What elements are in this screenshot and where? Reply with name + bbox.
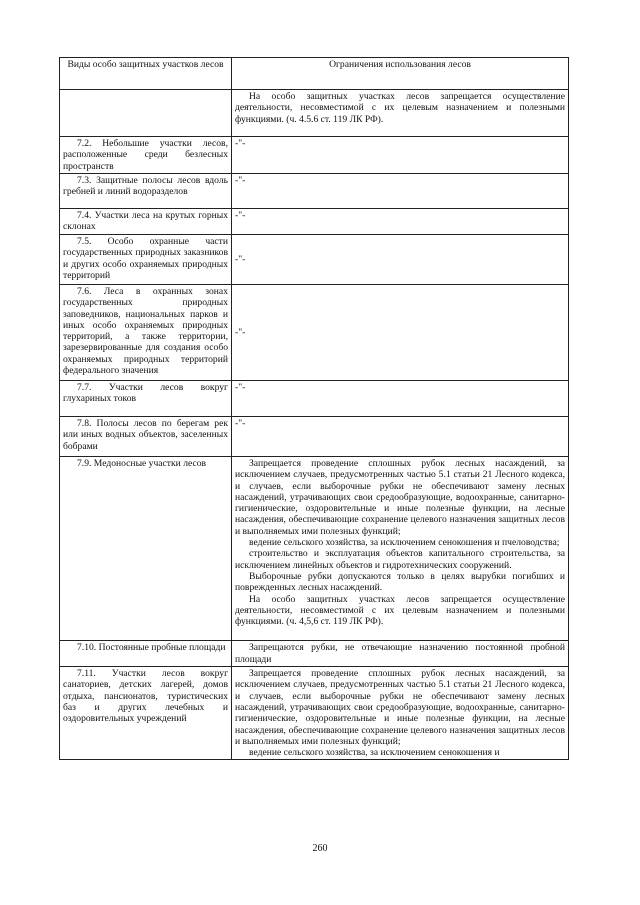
restriction-paragraph: Запрещается проведение сплошных рубок лесных насаждений, за исключением случаев, предусмотренных частью 5.1 статьи 21 Лесного кодекса, и случаев, если выборочные рубки не обеспечивают замену лесных насаждений, утрачивающих свои средообразующие, водоохранные, санитарно-гигиенические, оздоровительные и иные полезные функции, на лесные насаждения, обеспечивающие сохранение целевого назначения защитных лесов и выполняемых ими полезных функций; (235, 668, 565, 747)
page-number: 260 (312, 843, 328, 854)
table-row (60, 235, 569, 285)
row-area-type: 7.8. Полосы лесов по берегам рек или иных водных объектов, заселенных бобрами (60, 417, 232, 457)
row-restrictions (232, 667, 569, 760)
restriction-paragraph: ведение сельского хозяйства, за исключением сенокошения и (249, 747, 500, 759)
row-area-type: 7.11. Участки лесов вокруг санаториев, детских лагерей, домов отдыха, пансионатов, туристических баз и других лечебных и оздоровительных учреждений (60, 667, 232, 760)
row-area-type: 7.10. Постоянные пробные площади (60, 641, 232, 667)
ditto-mark: -"- (232, 174, 569, 209)
restriction-paragraph: На особо защитных участках лесов запрещается осуществление деятельности, несовместимой с их целевым назначением и полезными функциями. (ч. 4.5.6 ст. 119 ЛК РФ). (235, 91, 565, 125)
ditto-mark: -"- (232, 209, 569, 235)
restriction-paragraph: Запрещаются рубки, не отвечающие назначению постоянной пробной площади (235, 642, 565, 665)
ditto-mark: -"- (232, 381, 569, 417)
table-row (60, 137, 569, 174)
table-row (60, 209, 569, 235)
ditto-mark: -"- (232, 137, 569, 174)
table-row (60, 417, 569, 457)
row-area-type: 7.2. Небольшие участки лесов, расположенные среди безлесных пространств (60, 137, 232, 174)
table-header-row (60, 58, 569, 90)
ditto-mark: -"- (232, 235, 569, 285)
restriction-paragraph: Запрещается проведение сплошных рубок лесных насаждений, за исключением случаев, предусмотренных частью 5.1 статьи 21 Лесного кодекса, и случаев, если выборочные рубки не обеспечивают замену лесных насаждений, утрачивающих свои средообразующие, водоохранные, санитарно-гигиенические, оздоровительные и иные полезные функции, на лесные насаждения, обеспечивающие сохранение целевого назначения защитных лесов и выполняемых ими полезных функций; (235, 458, 565, 537)
row-restrictions (232, 90, 569, 137)
restriction-paragraph: строительство и эксплуатация объектов капитального строительства, за исключением линейных объектов и гидротехнических сооружений. (235, 548, 565, 571)
ditto-mark: -"- (232, 417, 569, 457)
table-row (60, 90, 569, 137)
restriction-paragraph: На особо защитных участках лесов запрещается осуществление деятельности, несовместимой с их целевым назначением и полезными функциями. (ч. 4,5,6 ст. 119 ЛК РФ). (235, 593, 565, 628)
table-row (60, 285, 569, 381)
table-row (60, 174, 569, 209)
table-row (60, 641, 569, 667)
restriction-paragraph: Выборочные рубки допускаются только в целях вырубки погибших и поврежденных лесных насаждений. (235, 570, 565, 594)
table-row (60, 381, 569, 417)
table-row (60, 457, 569, 641)
header-protected-area-types: Виды особо защитных участков лесов (60, 58, 232, 90)
restriction-paragraph: ведение сельского хозяйства, за исключением сенокошения и пчеловодства; (249, 537, 560, 549)
ditto-mark: -"- (232, 285, 569, 381)
header-usage-restrictions: Ограничения использования лесов (232, 58, 569, 90)
row-area-type: 7.7. Участки лесов вокруг глухариных токов (60, 381, 232, 417)
table-row (60, 667, 569, 760)
row-restrictions (232, 457, 569, 641)
row-area-type: 7.4. Участки леса на крутых горных склонах (60, 209, 232, 235)
row-area-type (60, 90, 232, 137)
row-area-type: 7.3. Защитные полосы лесов вдоль гребней и линий водоразделов (60, 174, 232, 209)
row-area-type: 7.6. Леса в охранных зонах государственных природных заповедников, национальных парков и иных особо охраняемых природных территорий, а также территории, зарезервированные для создания особо охраняемых природных территорий федерального значения (60, 285, 232, 381)
restrictions-table (59, 57, 569, 760)
row-area-type: 7.5. Особо охранные части государственных природных заказников и других особо охраняемых природных территорий (60, 235, 232, 285)
row-area-type: 7.9. Медоносные участки лесов (60, 457, 232, 641)
row-restrictions (232, 641, 569, 667)
